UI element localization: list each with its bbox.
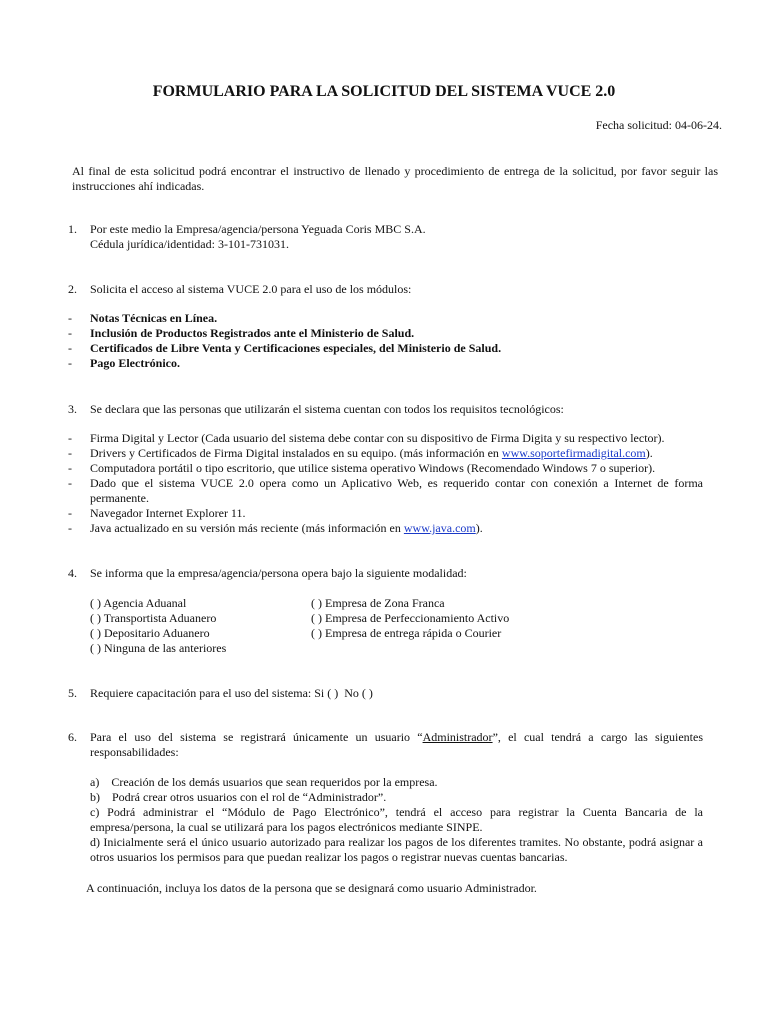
section-5-number: 5.	[68, 686, 77, 700]
requirement-text: ).	[645, 446, 653, 460]
responsibility-b: b) Podrá crear otros usuarios con el rol de “Administrador”.	[90, 790, 387, 804]
page-title: FORMULARIO PARA LA SOLICITUD DEL SISTEMA VUCE 2.0	[152, 83, 616, 100]
module-item: Inclusión de Productos Registrados ante el Ministerio de Salud.	[90, 326, 415, 340]
modality-option[interactable]: ( ) Empresa de Zona Franca	[311, 596, 445, 610]
training-question[interactable]: Requiere capacitación para el uso del sistema: Si ( ) No ( )	[90, 686, 373, 700]
requirement-bullet: -	[68, 506, 72, 520]
closing-text: A continuación, incluya los datos de la persona que se designará como usuario Administrador.	[86, 881, 537, 895]
section-6-text	[90, 730, 703, 760]
section-1-line-1: Por este medio la Empresa/agencia/persona Yeguada Coris MBC S.A.	[90, 222, 426, 236]
module-item: Pago Electrónico.	[90, 356, 180, 370]
responsibility-a: a) Creación de los demás usuarios que sean requeridos por la empresa.	[90, 775, 438, 789]
requirement-item: Navegador Internet Explorer 11.	[90, 506, 246, 520]
requirement-item	[90, 446, 703, 461]
requirement-bullet: -	[68, 476, 72, 490]
requirement-item: Computadora portátil o tipo escritorio, que utilice sistema operativo Windows (Recomendado Windows 7 o superior).	[90, 461, 656, 475]
section-2-number: 2.	[68, 282, 77, 296]
responsibility-c: c) Podrá administrar el “Módulo de Pago Electrónico”, tendrá el acceso para registrar la Cuenta Bancaria de la empresa/persona, la cual se utilizará para los pagos electrónicos mediante SINPE.	[90, 805, 703, 834]
module-item: Certificados de Libre Venta y Certificaciones especiales, del Ministerio de Salud.	[90, 341, 502, 355]
module-bullet: -	[68, 326, 72, 340]
requirement-bullet: -	[68, 521, 72, 535]
section-1-number: 1.	[68, 222, 77, 236]
requirement-item	[90, 521, 703, 536]
section-6-text-part: Para el uso del sistema se registrará únicamente un usuario “	[90, 730, 423, 744]
requirement-bullet: -	[68, 431, 72, 445]
module-bullet: -	[68, 311, 72, 325]
requirement-bullet: -	[68, 446, 72, 460]
intro-paragraph: Al final de esta solicitud podrá encontrar el instructivo de llenado y procedimiento de entrega de la solicitud, por favor seguir las instrucciones ahí indicadas.	[72, 164, 718, 193]
section-3-text: Se declara que las personas que utilizarán el sistema cuentan con todos los requisitos tecnológicos:	[90, 402, 564, 416]
section-2-text: Solicita el acceso al sistema VUCE 2.0 para el uso de los módulos:	[90, 282, 412, 296]
request-date: Fecha solicitud: 04-06-24.	[595, 118, 722, 132]
requirement-text: ).	[475, 521, 483, 535]
administrador-term: Administrador	[422, 730, 493, 744]
soportefirmadigital-link[interactable]: www.soportefirmadigital.com	[501, 446, 646, 460]
section-1-line-2: Cédula jurídica/identidad: 3-101-731031.	[90, 237, 289, 251]
section-4-text: Se informa que la empresa/agencia/persona opera bajo la siguiente modalidad:	[90, 566, 467, 580]
modality-option[interactable]: ( ) Transportista Aduanero	[90, 611, 217, 625]
modality-option[interactable]: ( ) Empresa de Perfeccionamiento Activo	[311, 611, 510, 625]
section-3-number: 3.	[68, 402, 77, 416]
requirement-bullet: -	[68, 461, 72, 475]
section-4-number: 4.	[68, 566, 77, 580]
requirement-text: Java actualizado en su versión más reciente (más información en	[90, 521, 404, 535]
responsibility-d: d) Inicialmente será el único usuario autorizado para realizar los pagos de los diferentes tramites. No obstante, podrá asignar a otros usuarios los permisos para que puedan realizar los pagos o registrar nuevas cuentas bancarias.	[90, 835, 703, 864]
requirement-text: Drivers y Certificados de Firma Digital instalados en su equipo. (más información en	[90, 446, 502, 460]
module-bullet: -	[68, 341, 72, 355]
requirement-item: Firma Digital y Lector (Cada usuario del sistema debe contar con su dispositivo de Firma Digita y su respectivo lector).	[90, 431, 665, 445]
modality-option[interactable]: ( ) Ninguna de las anteriores	[90, 641, 227, 655]
module-item: Notas Técnicas en Línea.	[90, 311, 218, 325]
section-6-number: 6.	[68, 730, 77, 744]
module-bullet: -	[68, 356, 72, 370]
modality-option[interactable]: ( ) Agencia Aduanal	[90, 596, 187, 610]
modality-option[interactable]: ( ) Empresa de entrega rápida o Courier	[311, 626, 502, 640]
java-link[interactable]: www.java.com	[403, 521, 476, 535]
section-6-text-part: ”, el cual tendrá a cargo las siguientes responsabilidades:	[90, 730, 703, 759]
modality-option[interactable]: ( ) Depositario Aduanero	[90, 626, 210, 640]
requirement-item: Dado que el sistema VUCE 2.0 opera como un Aplicativo Web, es requerido contar con conexión a Internet de forma permanente.	[90, 476, 703, 505]
